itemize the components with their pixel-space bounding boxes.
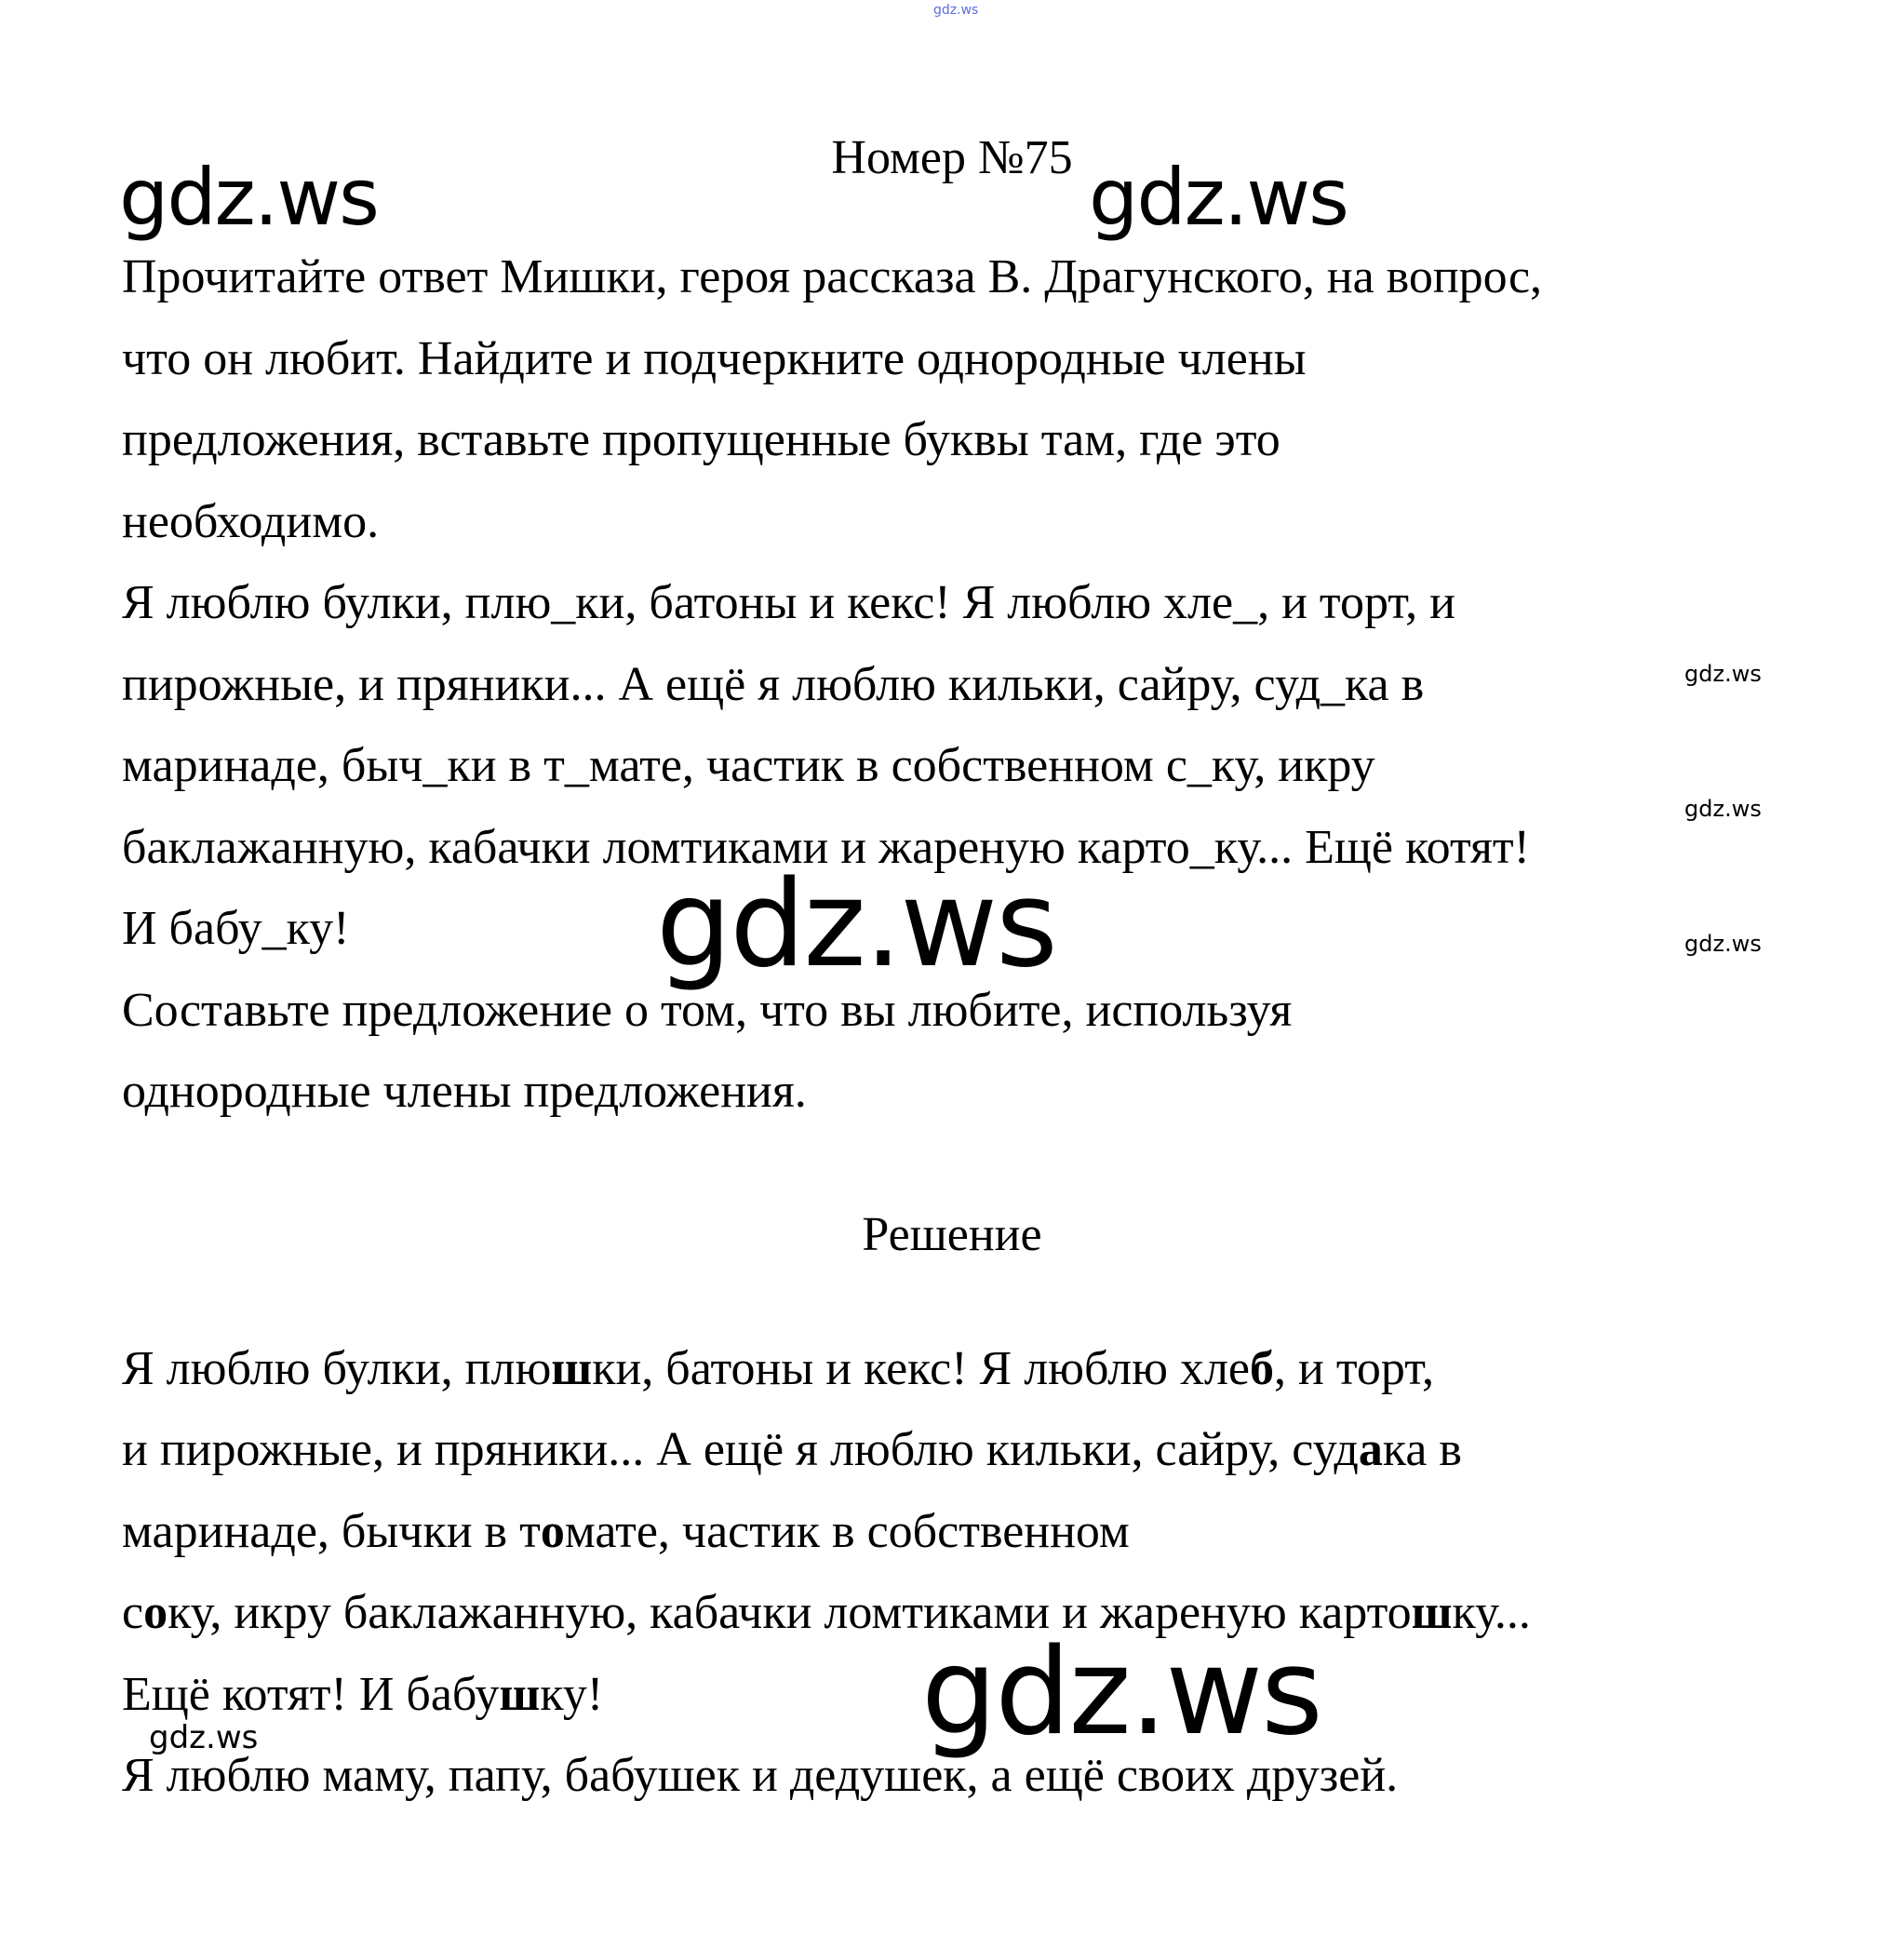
watermark-tiny-top: gdz.ws [933, 3, 979, 18]
solution-text: ка в [1382, 1423, 1462, 1476]
task-line-1: Прочитайте ответ Мишки, героя рассказа В. Драгунского, на вопрос, [122, 250, 1543, 303]
watermark-small-4: gdz.ws [149, 1719, 259, 1756]
solution-text: ку, икру баклажанную, кабачки ломтиками и жареную карто [168, 1586, 1412, 1639]
solution-line-6: Я люблю маму, папу, бабушек и дедушек, а ещё своих друзей. [122, 1749, 1399, 1802]
task-line-3: предложения, вставьте пропущенные буквы там, где это [122, 413, 1281, 466]
task-line-10: Составьте предложение о том, что вы любите, используя [122, 984, 1293, 1037]
inserted-letter: о [143, 1586, 168, 1639]
solution-text: ку... [1452, 1586, 1531, 1639]
inserted-letter: ш [551, 1342, 593, 1395]
solution-text: ки, батоны и кекс! Я люблю хле [592, 1342, 1251, 1395]
task-line-8: баклажанную, кабачки ломтиками и жареную карто_ку... Ещё котят! [122, 821, 1530, 874]
inserted-letter: о [540, 1505, 565, 1558]
solution-text: Ещё котят! И бабу [122, 1668, 500, 1721]
solution-text: Я люблю булки, плю [122, 1342, 552, 1395]
watermark-large-3: gdz.ws [656, 855, 1056, 994]
inserted-letter: б [1250, 1342, 1275, 1395]
watermark-small-1: gdz.ws [1684, 661, 1762, 687]
watermark-small-2: gdz.ws [1684, 796, 1762, 822]
watermark-large-2: gdz.ws [1089, 152, 1348, 243]
task-line-9: И бабу_ку! [122, 902, 350, 955]
solution-text: маринаде, бычки в т [122, 1505, 541, 1558]
task-line-11: однородные члены предложения. [122, 1065, 807, 1118]
solution-text: с [122, 1586, 144, 1639]
solution-text: , и торт, [1274, 1342, 1435, 1395]
page-title: Номер №75 [831, 131, 1073, 184]
solution-line-1 [122, 1342, 1435, 1395]
solution-text: мате, частик в собственном [564, 1505, 1130, 1558]
task-line-4: необходимо. [122, 495, 380, 548]
solution-text: и пирожные, и пряники... А ещё я люблю кильки, сайру, суд [122, 1423, 1359, 1476]
task-line-7: маринаде, быч_ки в т_мате, частик в собственном с_ку, икру [122, 739, 1375, 792]
watermark-large-1: gdz.ws [119, 152, 378, 243]
solution-text: ку! [540, 1668, 604, 1721]
inserted-letter: ш [1411, 1586, 1453, 1639]
inserted-letter: ш [499, 1668, 541, 1721]
task-line-2: что он любит. Найдите и подчеркните однородные члены [122, 332, 1307, 385]
solution-line-5 [122, 1668, 604, 1721]
solution-line-3 [122, 1505, 1130, 1558]
watermark-small-3: gdz.ws [1684, 931, 1762, 957]
task-line-5: Я люблю булки, плю_ки, батоны и кекс! Я люблю хле_, и торт, и [122, 576, 1455, 629]
watermark-large-4: gdz.ws [921, 1623, 1321, 1762]
solution-line-2 [122, 1423, 1462, 1476]
task-line-6: пирожные, и пряники... А ещё я люблю кильки, сайру, суд_ка в [122, 658, 1425, 711]
inserted-letter: а [1358, 1423, 1383, 1476]
solution-heading: Решение [862, 1208, 1042, 1261]
